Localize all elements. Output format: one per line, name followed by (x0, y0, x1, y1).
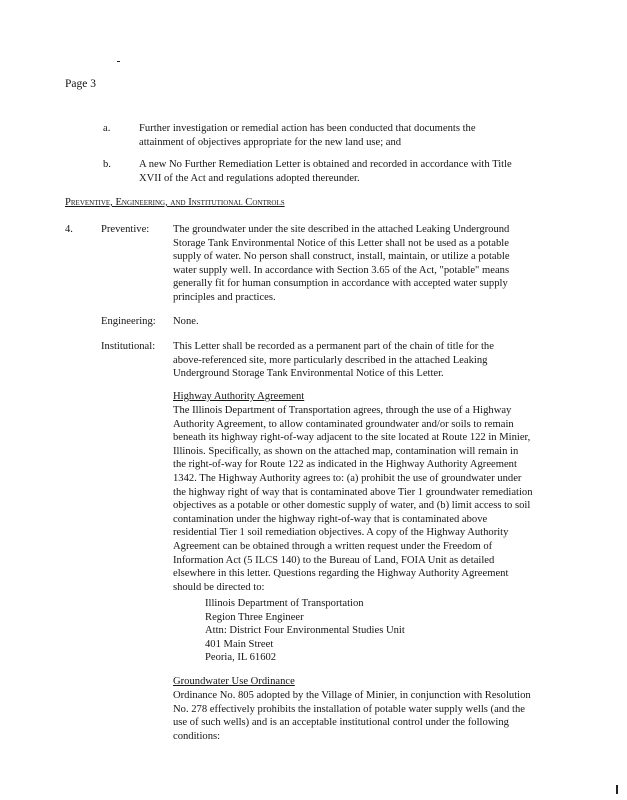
address-line: Illinois Department of Transportation (205, 598, 364, 609)
institutional-label: Institutional: (101, 341, 156, 352)
highway-heading: Highway Authority Agreement (173, 391, 305, 402)
item-b-letter: b. (103, 159, 111, 170)
section-heading: Preventive, Engineering, and Institutional Controls (65, 197, 285, 208)
item-a-letter: a. (103, 123, 111, 134)
scan-speck (117, 61, 120, 62)
preventive-label: Preventive: (101, 224, 150, 235)
ordinance-text: Ordinance No. 805 adopted by the Village of Minier, in conjunction with Resolution No. 278 effectively prohibits the installation of potable water supply wells (and the use of such wells) and is an acceptable institutional control under the following conditions: (173, 690, 531, 742)
address-block (205, 597, 405, 665)
preventive-text: The groundwater under the site described in the attached Leaking Underground Storage Tank Environmental Notice of this Letter shall not be used as a potable supply of water. No person shall construct, install, maintain, or utilize a potable water supply well. In accordance with Section 3.65 of the Act, "potable" means generally fit for human consumption in accordance with accepted water supply principles and practices. (173, 224, 510, 303)
engineering-label: Engineering: (101, 316, 156, 327)
engineering-text: None. (173, 316, 199, 327)
item-b-text: A new No Further Remediation Letter is obtained and recorded in accordance with Title XVII of the Act and regulations adopted thereunder. (139, 159, 512, 184)
scan-speck (616, 785, 618, 794)
control-number: 4. (65, 224, 73, 235)
address-line: Peoria, IL 61602 (205, 652, 277, 664)
page-label: Page 3 (65, 78, 96, 90)
institutional-text: This Letter shall be recorded as a permanent part of the chain of title for the above-referenced site, more particularly described in the attached Leaking Underground Storage Tank Environmental Notice of this Letter. (173, 341, 494, 380)
ordinance-heading: Groundwater Use Ordinance (173, 676, 295, 687)
highway-text: The Illinois Department of Transportation agrees, through the use of a Highway Authority Agreement, to allow contaminated groundwater and/or soils to remain beneath its highway right-of-way adjacent to the site located at Route 122 in Minier, Illinois. Specifically, as shown on the attached map, contamination will remain in the right-of-way for Route 122 as indicated in the Highway Authority Agreement 1342. The Highway Authority agrees to: (a) prohibit the use of groundwater under the highway right of way that is contaminated above Tier 1 groundwater remediation objectives as a potable or other domestic supply of water, and (b) limit access to soil contamination under the highway right-of-way that is contaminated above residential Tier 1 soil remediation objectives. A copy of the Highway Authority Agreement can be obtained through a written request under the Freedom of Information Act (5 ILCS 140) to the Bureau of Land, FOIA Unit as detailed elsewhere in this letter. Questions regarding the Highway Authority Agreement should be directed to: (173, 405, 533, 593)
item-a-text: Further investigation or remedial action has been conducted that documents the attainment of objectives appropriate for the new land use; and (139, 123, 476, 148)
address-line: 401 Main Street (205, 638, 274, 650)
address-line: Attn: District Four Environmental Studies Unit (205, 625, 405, 637)
address-line: Region Three Engineer (205, 611, 304, 623)
